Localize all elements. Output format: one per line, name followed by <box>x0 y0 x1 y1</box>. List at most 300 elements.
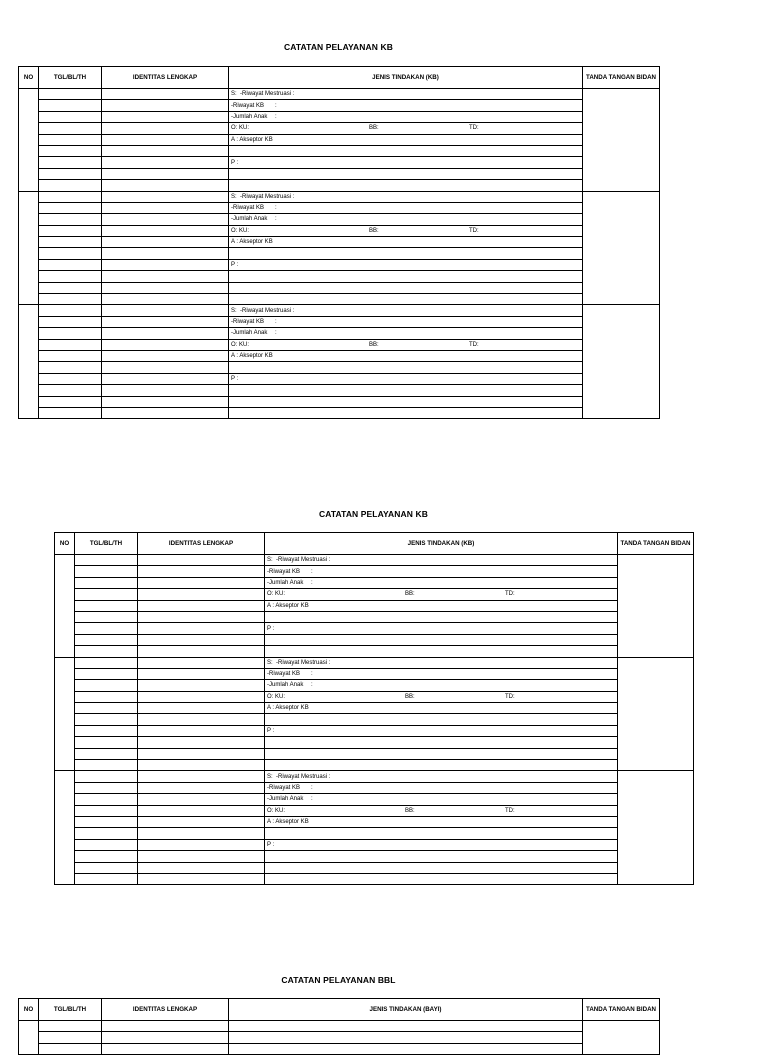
subjective-label: S: <box>231 193 237 200</box>
body-weight-label: BB: <box>369 125 379 132</box>
date-cell[interactable] <box>75 862 138 873</box>
header-action: JENIS TINDAKAN (KB) <box>229 67 583 89</box>
menstruation-history-label: -Riwayat Mestruasi : <box>240 307 295 314</box>
table-row <box>55 839 694 850</box>
header-signature: TANDA TANGAN BIDAN <box>583 999 660 1021</box>
identity-cell[interactable] <box>102 282 229 293</box>
table-row <box>55 714 694 725</box>
children-count-label: -Jumlah Anak <box>231 113 268 120</box>
identity-cell[interactable] <box>102 385 229 396</box>
identity-cell[interactable] <box>102 202 229 213</box>
identity-cell[interactable] <box>102 305 229 316</box>
identity-cell[interactable] <box>102 111 229 122</box>
entry-number-cell[interactable] <box>55 555 75 658</box>
header-identity: IDENTITAS LENGKAP <box>138 533 265 555</box>
identity-cell[interactable] <box>102 89 229 100</box>
table-header-row <box>55 533 694 555</box>
action-cell[interactable] <box>265 566 618 577</box>
date-cell[interactable] <box>75 805 138 816</box>
action-cell[interactable] <box>229 214 583 225</box>
date-cell[interactable] <box>75 794 138 805</box>
plan-label: P : <box>267 728 275 735</box>
header-no: NO <box>19 999 39 1021</box>
date-cell[interactable] <box>39 294 102 305</box>
date-cell[interactable] <box>39 157 102 168</box>
date-cell[interactable] <box>39 111 102 122</box>
children-count-label: -Jumlah Anak <box>231 216 268 223</box>
action-cell[interactable] <box>229 305 583 316</box>
table-row <box>19 123 660 134</box>
table-row <box>55 862 694 873</box>
identity-cell[interactable] <box>138 634 265 645</box>
identity-cell[interactable] <box>102 350 229 361</box>
date-cell[interactable] <box>75 555 138 566</box>
identity-cell[interactable] <box>138 862 265 873</box>
identity-cell[interactable] <box>102 362 229 373</box>
date-cell[interactable] <box>75 714 138 725</box>
identity-cell[interactable] <box>138 566 265 577</box>
table-row <box>19 180 660 191</box>
kb-history-label: -Riwayat KB <box>267 671 301 678</box>
identity-cell[interactable] <box>102 396 229 407</box>
date-cell[interactable] <box>39 225 102 236</box>
action-cell[interactable] <box>229 100 583 111</box>
date-cell[interactable] <box>39 362 102 373</box>
action-cell[interactable] <box>229 202 583 213</box>
table-row <box>19 362 660 373</box>
date-cell[interactable] <box>39 1021 102 1032</box>
action-cell[interactable] <box>265 555 618 566</box>
action-cell[interactable] <box>229 1043 583 1054</box>
date-cell[interactable] <box>75 634 138 645</box>
identity-cell[interactable] <box>138 748 265 759</box>
action-cell[interactable] <box>229 237 583 248</box>
identity-cell[interactable] <box>138 873 265 884</box>
date-cell[interactable] <box>39 191 102 202</box>
action-cell[interactable] <box>229 396 583 407</box>
action-cell[interactable] <box>265 862 618 873</box>
action-cell[interactable] <box>229 328 583 339</box>
action-cell[interactable] <box>229 123 583 134</box>
action-cell[interactable] <box>265 771 618 782</box>
identity-cell[interactable] <box>102 145 229 156</box>
date-cell[interactable] <box>75 748 138 759</box>
action-cell[interactable] <box>265 577 618 588</box>
entry-number-cell[interactable] <box>19 1021 39 1055</box>
identity-cell[interactable] <box>138 782 265 793</box>
date-cell[interactable] <box>39 271 102 282</box>
action-cell[interactable] <box>265 828 618 839</box>
table-row <box>55 680 694 691</box>
action-cell[interactable] <box>229 111 583 122</box>
form-title: CATATAN PELAYANAN KB <box>284 42 393 52</box>
identity-cell[interactable] <box>102 259 229 270</box>
identity-cell[interactable] <box>102 168 229 179</box>
date-cell[interactable] <box>39 350 102 361</box>
table-row <box>19 191 660 202</box>
action-cell[interactable] <box>265 839 618 850</box>
action-cell[interactable] <box>229 385 583 396</box>
date-cell[interactable] <box>75 577 138 588</box>
colon-separator: : <box>275 319 277 325</box>
identity-cell[interactable] <box>138 805 265 816</box>
date-cell[interactable] <box>39 396 102 407</box>
date-cell[interactable] <box>75 771 138 782</box>
header-action: JENIS TINDAKAN (BAYI) <box>229 999 583 1021</box>
table-row <box>19 214 660 225</box>
action-cell[interactable] <box>265 725 618 736</box>
table-row <box>19 1021 660 1032</box>
entry-number-cell[interactable] <box>55 657 75 771</box>
date-cell[interactable] <box>75 691 138 702</box>
form-title: CATATAN PELAYANAN KB <box>319 509 428 519</box>
action-cell[interactable] <box>265 737 618 748</box>
date-cell[interactable] <box>39 180 102 191</box>
date-cell[interactable] <box>39 248 102 259</box>
action-cell[interactable] <box>265 680 618 691</box>
identity-cell[interactable] <box>138 725 265 736</box>
action-cell[interactable] <box>229 168 583 179</box>
identity-cell[interactable] <box>102 373 229 384</box>
action-cell[interactable] <box>229 271 583 282</box>
entry-number-cell[interactable] <box>19 191 39 305</box>
table-row <box>55 657 694 668</box>
table-row <box>19 157 660 168</box>
action-cell[interactable] <box>229 339 583 350</box>
colon-separator: : <box>275 205 277 212</box>
date-cell[interactable] <box>39 316 102 327</box>
date-cell[interactable] <box>39 328 102 339</box>
header-date: TGL/BL/TH <box>39 999 102 1021</box>
table-row <box>19 407 660 418</box>
identity-cell[interactable] <box>102 248 229 259</box>
signature-cell[interactable] <box>583 1021 660 1055</box>
identity-cell[interactable] <box>138 760 265 771</box>
date-cell[interactable] <box>75 828 138 839</box>
date-cell[interactable] <box>75 623 138 634</box>
colon-separator: : <box>311 785 313 791</box>
identity-cell[interactable] <box>138 611 265 622</box>
identity-cell[interactable] <box>138 714 265 725</box>
menstruation-history-label: -Riwayat Mestruasi : <box>276 659 331 666</box>
identity-cell[interactable] <box>138 646 265 657</box>
identity-cell[interactable] <box>102 339 229 350</box>
signature-cell[interactable] <box>618 771 694 885</box>
action-cell[interactable] <box>265 782 618 793</box>
action-cell[interactable] <box>229 225 583 236</box>
table-row <box>19 100 660 111</box>
entry-number-cell[interactable] <box>55 771 75 885</box>
action-cell[interactable] <box>229 1021 583 1032</box>
action-cell[interactable] <box>229 282 583 293</box>
date-cell[interactable] <box>75 760 138 771</box>
colon-separator: : <box>311 579 313 586</box>
action-cell[interactable] <box>265 748 618 759</box>
identity-cell[interactable] <box>138 657 265 668</box>
identity-cell[interactable] <box>102 294 229 305</box>
colon-separator: : <box>275 216 277 223</box>
date-cell[interactable] <box>75 600 138 611</box>
action-cell[interactable] <box>265 600 618 611</box>
header-no: NO <box>19 67 39 89</box>
body-weight-label: BB: <box>405 693 415 700</box>
menstruation-history-label: -Riwayat Mestruasi : <box>276 773 331 780</box>
date-cell[interactable] <box>39 385 102 396</box>
identity-cell[interactable] <box>102 134 229 145</box>
form-title: CATATAN PELAYANAN BBL <box>281 975 396 985</box>
date-cell[interactable] <box>75 873 138 884</box>
header-identity: IDENTITAS LENGKAP <box>102 67 229 89</box>
table-row <box>19 339 660 350</box>
date-cell[interactable] <box>75 646 138 657</box>
date-cell[interactable] <box>39 145 102 156</box>
date-cell[interactable] <box>39 123 102 134</box>
date-cell[interactable] <box>75 725 138 736</box>
action-cell[interactable] <box>265 691 618 702</box>
date-cell[interactable] <box>75 816 138 827</box>
subjective-label: S: <box>267 773 273 780</box>
date-cell[interactable] <box>39 305 102 316</box>
table-row <box>55 873 694 884</box>
identity-cell[interactable] <box>138 691 265 702</box>
date-cell[interactable] <box>39 214 102 225</box>
table-row <box>19 1043 660 1054</box>
date-cell[interactable] <box>39 282 102 293</box>
signature-cell[interactable] <box>583 305 660 419</box>
action-cell[interactable] <box>265 703 618 714</box>
colon-separator: : <box>275 330 277 337</box>
blood-pressure-label: TD: <box>469 125 479 132</box>
table-row <box>55 703 694 714</box>
identity-cell[interactable] <box>138 668 265 679</box>
objective-ku-label: O: KU: <box>267 591 286 598</box>
table-row <box>19 305 660 316</box>
table-header-row <box>19 67 660 89</box>
date-cell[interactable] <box>39 134 102 145</box>
table-row <box>55 737 694 748</box>
identity-cell[interactable] <box>138 816 265 827</box>
action-cell[interactable] <box>265 623 618 634</box>
date-cell[interactable] <box>39 373 102 384</box>
plan-label: P : <box>231 159 239 166</box>
signature-cell[interactable] <box>583 191 660 305</box>
signature-cell[interactable] <box>583 89 660 192</box>
subjective-label: S: <box>231 91 237 98</box>
date-cell[interactable] <box>39 100 102 111</box>
table-row <box>55 725 694 736</box>
kb-history-label: -Riwayat KB <box>231 319 265 325</box>
identity-cell[interactable] <box>138 555 265 566</box>
identity-cell[interactable] <box>138 839 265 850</box>
date-cell[interactable] <box>75 680 138 691</box>
identity-cell[interactable] <box>138 600 265 611</box>
action-cell[interactable] <box>229 350 583 361</box>
menstruation-history-label: -Riwayat Mestruasi : <box>240 193 295 200</box>
action-cell[interactable] <box>229 373 583 384</box>
kb-history-label: -Riwayat KB <box>231 205 265 212</box>
action-cell[interactable] <box>229 248 583 259</box>
action-cell[interactable] <box>229 134 583 145</box>
date-cell[interactable] <box>75 737 138 748</box>
table-row <box>55 589 694 600</box>
date-cell[interactable] <box>39 259 102 270</box>
identity-cell[interactable] <box>102 214 229 225</box>
table-row <box>55 782 694 793</box>
table-row <box>55 668 694 679</box>
action-cell[interactable] <box>265 760 618 771</box>
action-cell[interactable] <box>229 89 583 100</box>
identity-cell[interactable] <box>138 680 265 691</box>
table-row <box>55 611 694 622</box>
date-cell[interactable] <box>75 611 138 622</box>
date-cell[interactable] <box>39 89 102 100</box>
plan-label: P : <box>231 375 239 382</box>
date-cell[interactable] <box>75 703 138 714</box>
date-cell[interactable] <box>39 168 102 179</box>
identity-cell[interactable] <box>102 157 229 168</box>
blood-pressure-label: TD: <box>469 341 479 348</box>
date-cell[interactable] <box>39 1032 102 1043</box>
identity-cell[interactable] <box>102 237 229 248</box>
entry-number-cell[interactable] <box>19 89 39 192</box>
colon-separator: : <box>311 796 313 803</box>
table-row <box>55 634 694 645</box>
table-row <box>19 1032 660 1043</box>
action-cell[interactable] <box>229 180 583 191</box>
action-cell[interactable] <box>265 794 618 805</box>
action-cell[interactable] <box>229 157 583 168</box>
date-cell[interactable] <box>39 237 102 248</box>
identity-cell[interactable] <box>102 1043 229 1054</box>
header-identity: IDENTITAS LENGKAP <box>102 999 229 1021</box>
action-cell[interactable] <box>229 259 583 270</box>
identity-cell[interactable] <box>138 589 265 600</box>
table-row <box>55 646 694 657</box>
plan-label: P : <box>267 841 275 848</box>
assessment-label: A : Akseptor KB <box>231 136 273 143</box>
action-cell[interactable] <box>265 816 618 827</box>
identity-cell[interactable] <box>102 180 229 191</box>
date-cell[interactable] <box>75 566 138 577</box>
date-cell[interactable] <box>39 202 102 213</box>
identity-cell[interactable] <box>138 771 265 782</box>
action-cell[interactable] <box>265 714 618 725</box>
entry-number-cell[interactable] <box>19 305 39 419</box>
identity-cell[interactable] <box>138 623 265 634</box>
table-row <box>55 760 694 771</box>
table-row <box>55 748 694 759</box>
colon-separator: : <box>275 113 277 120</box>
action-cell[interactable] <box>229 1032 583 1043</box>
action-cell[interactable] <box>229 316 583 327</box>
date-cell[interactable] <box>39 1043 102 1054</box>
action-cell[interactable] <box>265 634 618 645</box>
objective-ku-label: O: KU: <box>231 341 250 348</box>
identity-cell[interactable] <box>102 1021 229 1032</box>
action-cell[interactable] <box>265 657 618 668</box>
table-row <box>55 851 694 862</box>
table-row <box>19 168 660 179</box>
menstruation-history-label: -Riwayat Mestruasi : <box>240 91 295 98</box>
date-cell[interactable] <box>75 839 138 850</box>
identity-cell[interactable] <box>138 703 265 714</box>
plan-label: P : <box>231 262 239 269</box>
table-row <box>55 691 694 702</box>
action-cell[interactable] <box>265 611 618 622</box>
action-cell[interactable] <box>265 589 618 600</box>
table-row <box>19 282 660 293</box>
assessment-label: A : Akseptor KB <box>267 819 309 826</box>
table-row <box>55 794 694 805</box>
identity-cell[interactable] <box>102 225 229 236</box>
table-row <box>19 248 660 259</box>
date-cell[interactable] <box>75 668 138 679</box>
identity-cell[interactable] <box>102 316 229 327</box>
table-row <box>55 828 694 839</box>
date-cell[interactable] <box>39 339 102 350</box>
table-row <box>19 259 660 270</box>
children-count-label: -Jumlah Anak <box>267 579 304 586</box>
body-weight-label: BB: <box>405 807 415 814</box>
date-cell[interactable] <box>75 851 138 862</box>
identity-cell[interactable] <box>102 271 229 282</box>
action-cell[interactable] <box>229 407 583 418</box>
children-count-label: -Jumlah Anak <box>231 330 268 337</box>
date-cell[interactable] <box>75 782 138 793</box>
identity-cell[interactable] <box>102 328 229 339</box>
identity-cell[interactable] <box>138 851 265 862</box>
action-cell[interactable] <box>229 294 583 305</box>
identity-cell[interactable] <box>102 100 229 111</box>
action-cell[interactable] <box>265 805 618 816</box>
objective-ku-label: O: KU: <box>231 125 250 132</box>
date-cell[interactable] <box>39 407 102 418</box>
assessment-label: A : Akseptor KB <box>267 705 309 712</box>
blood-pressure-label: TD: <box>505 807 515 814</box>
identity-cell[interactable] <box>138 737 265 748</box>
identity-cell[interactable] <box>102 1032 229 1043</box>
identity-cell[interactable] <box>102 407 229 418</box>
table-row <box>19 271 660 282</box>
table-row <box>19 237 660 248</box>
identity-cell[interactable] <box>138 828 265 839</box>
body-weight-label: BB: <box>369 341 379 348</box>
service-record-table <box>54 532 694 885</box>
table-row <box>55 805 694 816</box>
table-row <box>19 202 660 213</box>
signature-cell[interactable] <box>618 555 694 658</box>
action-cell[interactable] <box>265 873 618 884</box>
signature-cell[interactable] <box>618 657 694 771</box>
action-cell[interactable] <box>265 646 618 657</box>
identity-cell[interactable] <box>102 123 229 134</box>
table-row <box>55 555 694 566</box>
identity-cell[interactable] <box>138 794 265 805</box>
header-signature: TANDA TANGAN BIDAN <box>583 67 660 89</box>
children-count-label: -Jumlah Anak <box>267 796 304 803</box>
action-cell[interactable] <box>229 191 583 202</box>
identity-cell[interactable] <box>102 191 229 202</box>
identity-cell[interactable] <box>138 577 265 588</box>
action-cell[interactable] <box>229 145 583 156</box>
action-cell[interactable] <box>265 668 618 679</box>
date-cell[interactable] <box>75 657 138 668</box>
action-cell[interactable] <box>265 851 618 862</box>
table-row <box>19 316 660 327</box>
colon-separator: : <box>275 102 277 109</box>
date-cell[interactable] <box>75 589 138 600</box>
action-cell[interactable] <box>229 362 583 373</box>
